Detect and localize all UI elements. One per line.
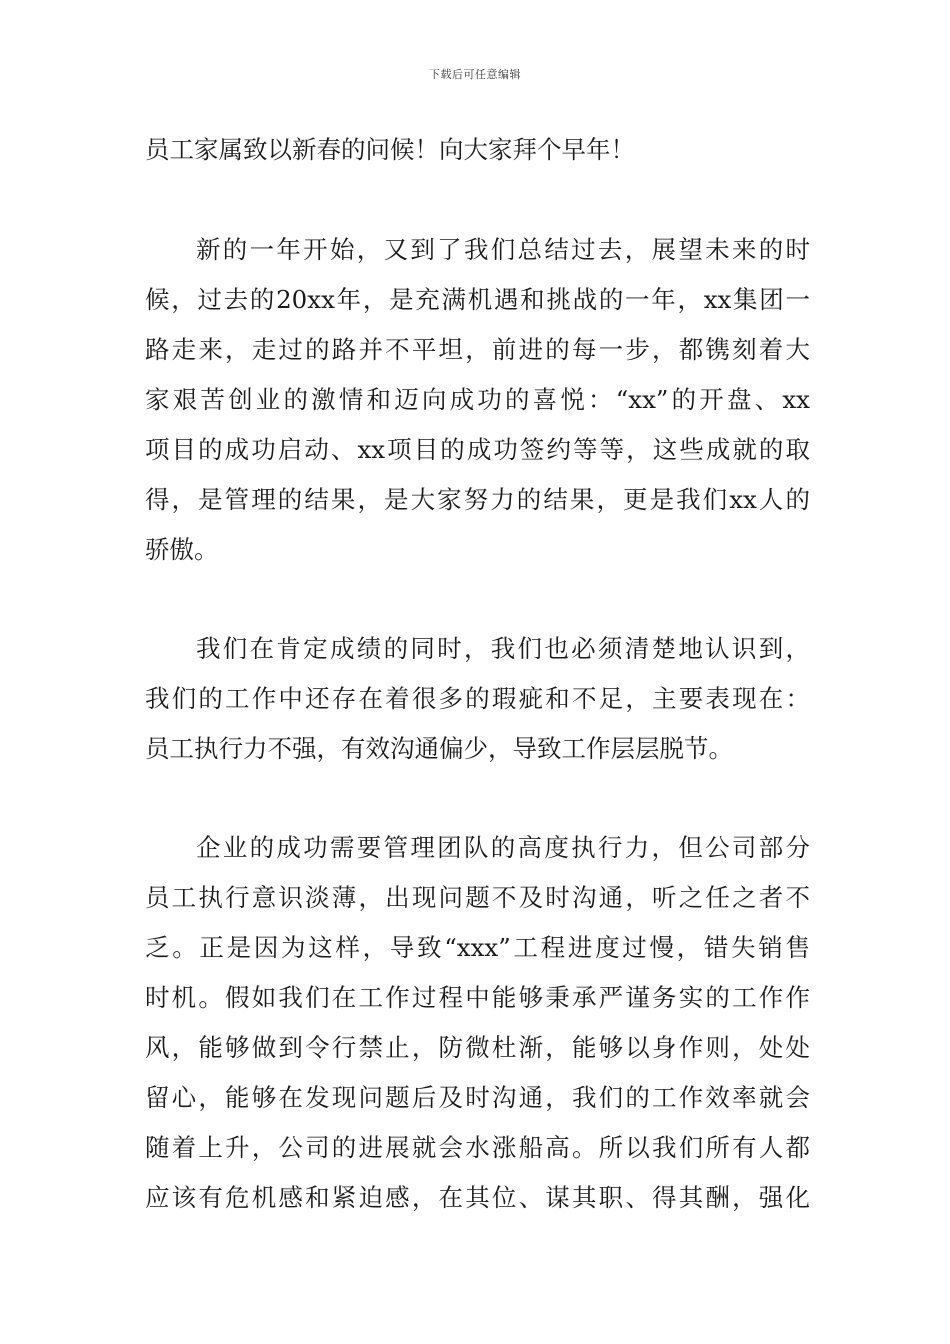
paragraph-line: 乏。正是因为这样，导致“xxx”工程进度过慢，错失销售	[145, 933, 810, 962]
paragraph-line: 我们的工作中还存在着很多的瑕疵和不足，主要表现在：	[145, 684, 810, 713]
paragraph-line: 留心，能够在发现问题后及时沟通，我们的工作效率就会	[145, 1083, 810, 1112]
paragraph-line: 新的一年开始，又到了我们总结过去，展望未来的时	[196, 235, 810, 264]
paragraph-line: 时机。假如我们在工作过程中能够秉承严谨务实的工作作	[145, 983, 810, 1012]
paragraph-line: 路走来，走过的路并不平坦，前进的每一步，都镌刻着大	[145, 335, 810, 364]
paragraph-line: 员工执行意识淡薄，出现问题不及时沟通，听之任之者不	[145, 883, 810, 912]
paragraph-line: 随着上升，公司的进展就会水涨船高。所以我们所有人都	[145, 1133, 810, 1162]
paragraph-line: 候，过去的20xx年，是充满机遇和挑战的一年，xx集团一	[145, 285, 810, 314]
paragraph-line: 员工家属致以新春的问候！向大家拜个早年！	[145, 135, 635, 164]
paragraph-line: 员工执行力不强，有效沟通偏少，导致工作层层脱节。	[145, 734, 733, 763]
paragraph-line: 骄傲。	[145, 535, 219, 564]
paragraph-line: 家艰苦创业的激情和迈向成功的喜悦：“xx”的开盘、xx	[145, 385, 810, 414]
paragraph-line: 风，能够做到令行禁止，防微杜渐，能够以身作则，处处	[145, 1033, 810, 1062]
paragraph-line: 应该有危机感和紧迫感，在其位、谋其职、得其酬，强化	[145, 1183, 810, 1212]
paragraph-line: 得，是管理的结果，是大家努力的结果，更是我们xx人的	[145, 485, 810, 514]
paragraph-line: 项目的成功启动、xx项目的成功签约等等，这些成就的取	[145, 435, 810, 464]
paragraph-line: 企业的成功需要管理团队的高度执行力，但公司部分	[196, 833, 810, 862]
paragraph-line: 我们在肯定成绩的同时，我们也必须清楚地认识到，	[196, 634, 810, 663]
page-header-note: 下载后可任意编辑	[429, 68, 521, 81]
